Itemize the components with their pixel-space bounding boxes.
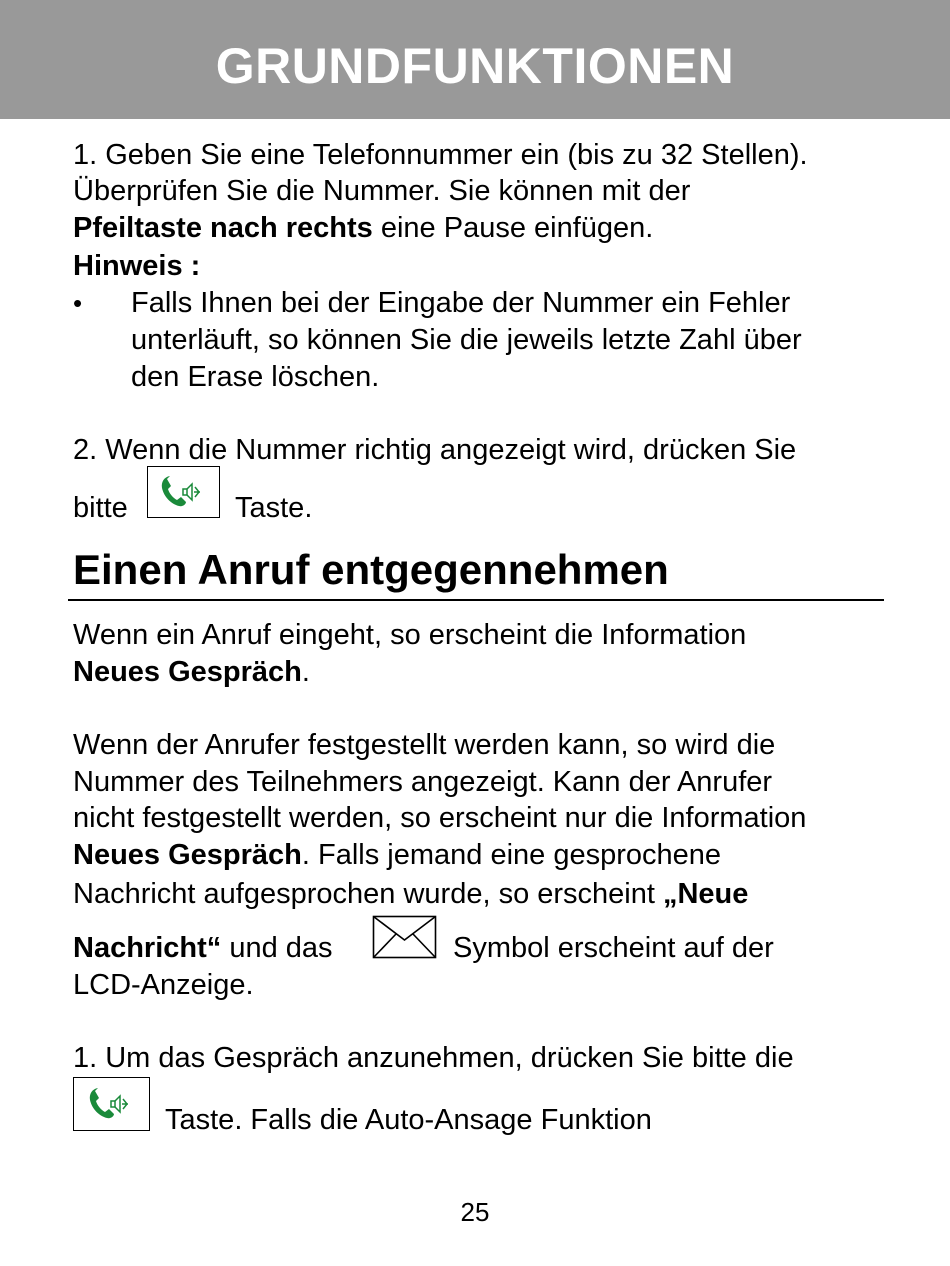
instruction-line: Überprüfen Sie die Nummer. Sie können mit der [73,175,691,207]
call-speaker-key-icon [147,466,220,518]
page-title: GRUNDFUNKTIONEN [215,38,735,94]
paragraph-line: Wenn ein Anruf eingeht, so erscheint die Information [73,619,747,651]
instruction-text: Taste. Falls die Auto-Ansage Funktion [165,1104,652,1136]
emphasis-text: Pfeiltaste nach rechts [73,212,373,244]
bullet-text-line: Falls Ihnen bei der Eingabe der Nummer ein Fehler [131,287,791,319]
paragraph-line [73,837,721,873]
instruction-text: eine Pause einfügen. [372,212,654,244]
emphasis-text: Neues Gespräch [73,656,302,688]
paragraph-text: und das [221,932,333,964]
note-label: Hinweis : [73,250,201,282]
paragraph-line: Wenn der Anrufer festgestellt werden kann, so wird die [73,729,776,761]
section-divider [68,599,884,601]
call-speaker-key-icon [73,1077,150,1131]
page-header [0,0,950,119]
instruction-line: 1. Geben Sie eine Telefonnummer ein (bis zu 32 Stellen). [73,139,808,171]
emphasis-text: „Neue [662,878,749,910]
paragraph-text: Nachricht aufgesprochen wurde, so erscheint [73,878,663,910]
instruction-line [73,210,653,246]
section-heading: Einen Anruf entgegennehmen [73,546,669,593]
bullet-text-line: den Erase löschen. [131,361,380,393]
paragraph-line [73,876,748,912]
emphasis-text: Nachricht“ [73,932,222,964]
emphasis-text: Neues Gespräch [73,839,302,871]
page-number: 25 [460,1197,490,1227]
paragraph-text: . [301,656,310,688]
paragraph-text: Symbol erscheint auf der [453,932,774,964]
bullet-text-line: unterläuft, so können Sie die jeweils letzte Zahl über [131,324,802,356]
paragraph-line: nicht festgestellt werden, so erscheint nur die Information [73,802,807,834]
paragraph-line: Nummer des Teilnehmers angezeigt. Kann der Anrufer [73,766,773,798]
paragraph-text: . Falls jemand eine gesprochene [301,839,722,871]
paragraph-line [73,930,333,966]
paragraph-line [73,654,310,690]
bullet-marker: • [73,288,83,318]
envelope-icon [372,915,437,959]
instruction-text: Taste. [235,492,313,524]
paragraph-line: LCD-Anzeige. [73,969,254,1001]
instruction-line: 1. Um das Gespräch anzunehmen, drücken Sie bitte die [73,1042,794,1074]
instruction-line: 2. Wenn die Nummer richtig angezeigt wird, drücken Sie [73,434,797,466]
instruction-text: bitte [73,492,128,524]
